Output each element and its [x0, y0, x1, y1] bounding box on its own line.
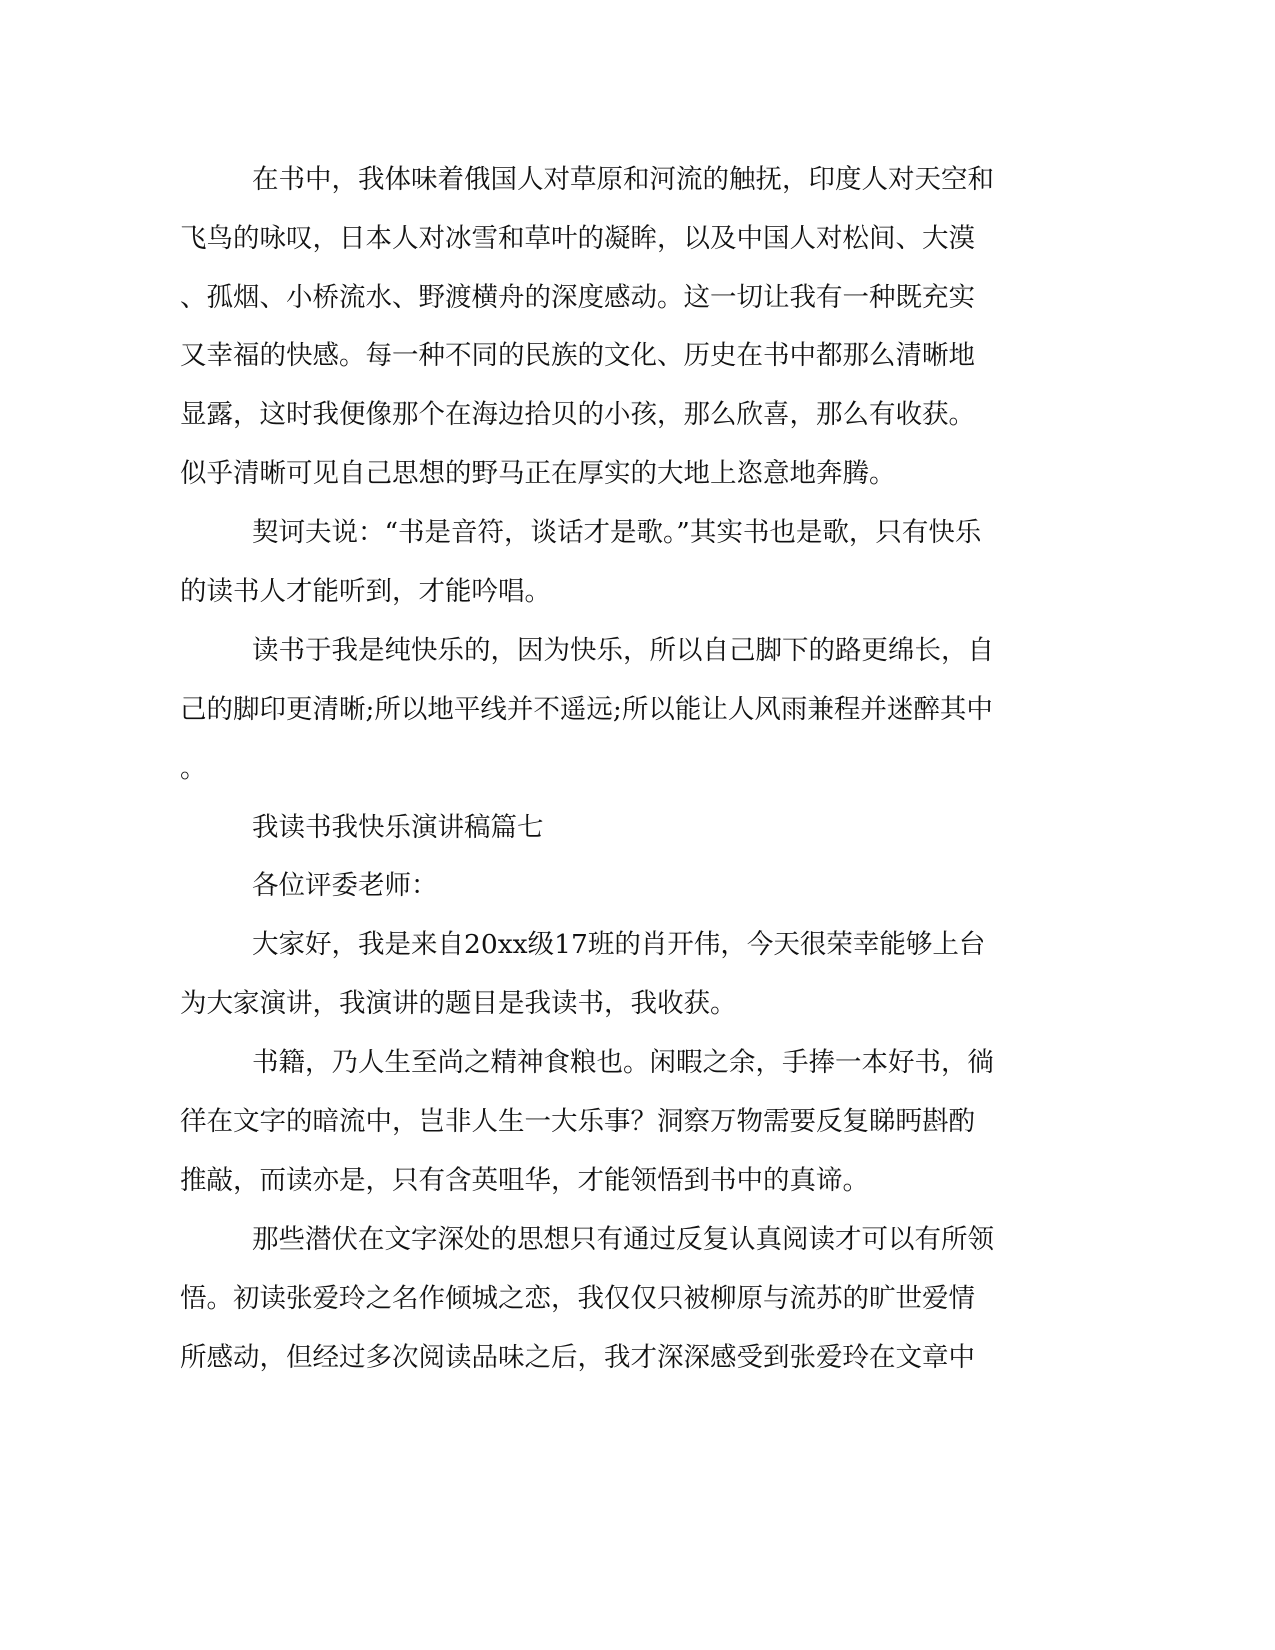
text-line: 契诃夫说：“书是音符，谈话才是歌。”其实书也是歌，只有快乐: [252, 517, 982, 548]
section-heading: 我读书我快乐演讲稿篇七: [252, 812, 544, 843]
text-line: 的读书人才能听到，才能吟唱。: [180, 576, 551, 607]
text-line: 己的脚印更清晰;所以地平线并不遥远;所以能让人风雨兼程并迷醉其中: [180, 694, 993, 725]
text-line: 、孤烟、小桥流水、野渡横舟的深度感动。这一切让我有一种既充实: [180, 282, 975, 313]
text-line: 显露，这时我便像那个在海边拾贝的小孩，那么欣喜，那么有收获。: [180, 399, 975, 430]
text-line: 那些潜伏在文字深处的思想只有通过反复认真阅读才可以有所领: [252, 1224, 994, 1255]
text-line: 推敲，而读亦是，只有含英咀华，才能领悟到书中的真谛。: [180, 1165, 869, 1196]
text-line: 为大家演讲，我演讲的题目是我读书，我收获。: [180, 988, 737, 1019]
text-line: 徉在文字的暗流中，岂非人生一大乐事？洞察万物需要反复睇眄斟酌: [180, 1106, 975, 1137]
text-line: 又幸福的快感。每一种不同的民族的文化、历史在书中都那么清晰地: [180, 340, 975, 371]
text-line: 似乎清晰可见自己思想的野马正在厚实的大地上恣意地奔腾。: [180, 458, 896, 489]
text-line: 。: [180, 753, 207, 784]
text-line: 读书于我是纯快乐的，因为快乐，所以自己脚下的路更绵长，自: [252, 635, 994, 666]
text-line: 大家好，我是来自20xx级17班的肖开伟，今天很荣幸能够上台: [252, 929, 986, 960]
text-line: 书籍，乃人生至尚之精神食粮也。闲暇之余，手捧一本好书，徜: [252, 1047, 994, 1078]
text-line: 在书中，我体味着俄国人对草原和河流的触抚，印度人对天空和: [252, 164, 994, 195]
text-line: 所感动，但经过多次阅读品味之后，我才深深感受到张爱玲在文章中: [180, 1342, 975, 1373]
text-line: 飞鸟的咏叹，日本人对冰雪和草叶的凝眸，以及中国人对松间、大漠: [180, 223, 975, 254]
text-line: 悟。初读张爱玲之名作倾城之恋，我仅仅只被柳原与流苏的旷世爱情: [180, 1283, 975, 1314]
salutation: 各位评委老师：: [252, 870, 438, 901]
